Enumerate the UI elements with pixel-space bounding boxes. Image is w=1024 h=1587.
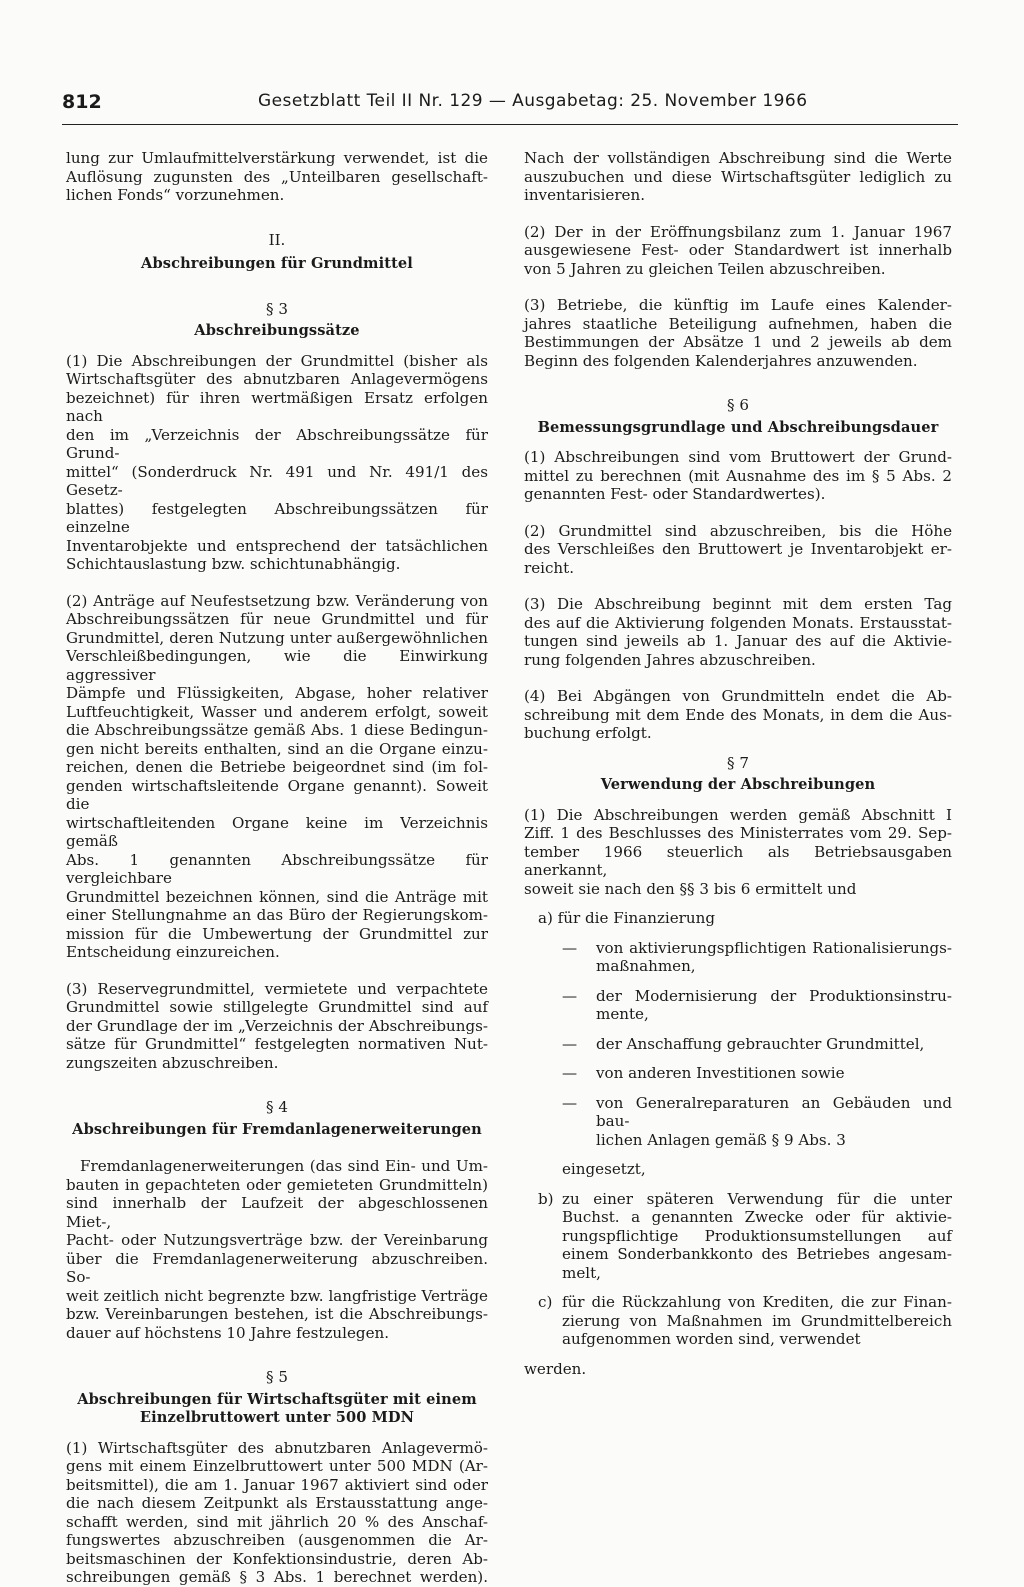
dash-item: — der Modernisierung der Produktionsinstru- mente, — [562, 986, 952, 1023]
section-5-number: § 5 — [266, 1368, 288, 1386]
section-6-title: Bemessungsgrundlage und Abschreibungsdauer — [537, 418, 939, 436]
section-6-paragraph-4: (4) Bei Abgängen von Grundmitteln endet die Ab- schreibung mit dem Ende des Monats, in dem die Aus- buchung erfolgt. — [524, 687, 952, 742]
dash-item: — der Anschaffung gebrauchter Grundmittel, — [562, 1034, 925, 1053]
page-header — [62, 88, 958, 125]
item-c: c) für die Rückzahlung von Krediten, die zur Finan- zierung von Maßnahmen im Grundmittelbereich aufgenommen worden sind, verwendet — [538, 1293, 952, 1348]
eingesetzt-text: eingesetzt, — [562, 1160, 646, 1178]
section-4-paragraph: Fremdanlagenerweiterungen (das sind Ein- und Um- bauten in gepachteten oder gemieteten Grundmitteln) sind innerhalb der Laufzeit der abgeschlossenen Miet-, Pacht- oder Nutzungsverträge bzw. der Vereinbarung über die Fremdanlagenerweiterung abzuschreiben. So- weit zeitlich nicht begrenzte bzw. langfristige Verträge bzw. Vereinbarungen bestehen, ist die Abschreibungs- dauer auf höchstens 10 Jahre festzulegen. — [66, 1157, 488, 1342]
section-6-paragraph-2: (2) Grundmittel sind abzuschreiben, bis die Höhe des Verschleißes den Bruttowert je Inventarobjekt er- reicht. — [524, 521, 952, 577]
section-6-number: § 6 — [727, 396, 749, 414]
dash-item: — von aktivierungspflichtigen Rationalisierungs- maßnahmen, — [562, 938, 952, 975]
section-6-paragraph-3: (3) Die Abschreibung beginnt mit dem ersten Tag des auf die Aktivierung folgenden Monats. Erstausstat- tungen sind jeweils ab 1. Januar des auf die Aktivie- rung folgenden Jahres abzuschreiben. — [524, 595, 952, 669]
section-7-paragraph-1: (1) Die Abschreibungen werden gemäß Abschnitt I Ziff. 1 des Beschlusses des Ministerrates vom 29. Sep- tember 1966 steuerlich als Betriebsausgaben anerkannt, soweit sie nach den §§ 3 bis 6 ermittelt und — [524, 805, 952, 898]
section-4-number: § 4 — [266, 1098, 288, 1116]
section-7-title: Verwendung der Abschreibungen — [600, 776, 876, 793]
werden-text: werden. — [524, 1359, 587, 1378]
intro-paragraph: lung zur Umlaufmittelverstärkung verwendet, ist die Auflösung zugunsten des „Unteilbaren gesellschaft- lichen Fonds“ vorzunehmen. — [66, 149, 488, 204]
part-title: Abschreibungen für Grundmittel — [141, 255, 413, 272]
section-5-continuation: Nach der vollständigen Abschreibung sind die Werte auszubuchen und diese Wirtschaftsgüter lediglich zu inventarisieren. — [524, 149, 952, 204]
dash-item: — von anderen Investitionen sowie — [562, 1064, 845, 1082]
gazette-title: Gesetzblatt Teil II Nr. 129 — Ausgabetag: 25. November 1966 — [258, 91, 808, 111]
page-number: 812 — [62, 91, 102, 113]
section-3-paragraph-3: (3) Reservegrundmittel, vermietete und verpachtete Grundmittel sowie stillgelegte Grundmittel sind auf der Grundlage der im „Verzeichnis der Abschreibungs- sätze für Grundmittel“ festgelegten normativen Nut- zungszeiten abzuschreiben. — [66, 979, 488, 1072]
section-5-paragraph-3: (3) Betriebe, die künftig im Laufe eines Kalender- jahres staatliche Beteiligung aufnehmen, haben die Bestimmungen der Absätze 1 und 2 jeweils ab dem Beginn des folgenden Kalenderjahres anzuwenden. — [524, 296, 952, 370]
section-5-paragraph-1: (1) Wirtschaftsgüter des abnutzbaren Anlagevermö- gens mit einem Einzelbruttowert unter 500 MDN (Ar- beitsmittel), die am 1. Januar 1967 aktiviert sind oder die nach diesem Zeitpunkt als Erstausstattung ange- schafft werden, sind mit jährlich 20 % des Anschaf- fungswertes abzuschreiben (ausgenommen die Ar- beitsmaschinen der Konfektionsindustrie, deren Ab- schreibungen gemäß § 3 Abs. 1 berechnet werden). — [66, 1438, 488, 1586]
section-5-title-line-2: Einzelbruttowert unter 500 MDN — [139, 1409, 415, 1426]
left-column — [66, 149, 488, 1587]
section-7-number: § 7 — [727, 753, 749, 772]
section-4-title: Abschreibungen für Fremdanlagenerweiterungen — [72, 1120, 482, 1138]
item-a: a) für die Finanzierung — [538, 909, 715, 927]
dash-item: — von Generalreparaturen an Gebäuden und bau- lichen Anlagen gemäß § 9 Abs. 3 — [562, 1093, 952, 1149]
section-6-paragraph-1: (1) Abschreibungen sind vom Bruttowert der Grund- mittel zu berechnen (mit Ausnahme des im § 5 Abs. 2 genannten Fest- oder Standardwertes). — [524, 448, 952, 503]
section-5-title-line-1: Abschreibungen für Wirtschaftsgüter mit einem — [77, 1390, 477, 1408]
part-number: II. — [268, 230, 286, 249]
section-3-number: § 3 — [266, 299, 288, 318]
section-3-title: Abschreibungssätze — [194, 322, 360, 339]
section-5-paragraph-2: (2) Der in der Eröffnungsbilanz zum 1. Januar 1967 ausgewiesene Fest- oder Standardwert ist innerhalb von 5 Jahren zu gleichen Teilen abzuschreiben. — [524, 222, 952, 278]
section-3-paragraph-2: (2) Anträge auf Neufestsetzung bzw. Veränderung von Abschreibungssätzen für neue Grundmittel und für Grundmittel, deren Nutzung unter außergewöhnlichen Verschleißbedingungen, wie die Einwirkung aggressiver Dämpfe und Flüssigkeiten, Abgase, hoher relativer Luftfeuchtigkeit, Wasser und anderem erfolgt, soweit die Abschreibungssätze gemäß Abs. 1 diese Bedingun- gen nicht bereits enthalten, sind an die Organe einzu- reichen, denen die Betriebe beigeordnet sind (im fol- genden wirtschaftsleitende Organe genannt). Soweit die wirtschaftleitenden Organe keine im Verzeichnis gemäß Abs. 1 genannten Abschreibungssätze für vergleichbare Grundmittel bezeichnen können, sind die Anträge mit einer Stellungnahme an das Büro der Regierungskom- mission für die Umbewertung der Grundmittel zur Entscheidung einzureichen. — [66, 591, 488, 961]
right-column — [524, 149, 952, 1378]
section-3-paragraph-1: (1) Die Abschreibungen der Grundmittel (bisher als Wirtschaftsgüter des abnutzbaren Anlagevermögens bezeichnet) für ihren wertmäßigen Ersatz erfolgen nach den im „Verzeichnis der Abschreibungssätze für Grund- mittel“ (Sonderdruck Nr. 491 und Nr. 491/1 des Gesetz- blattes) festgelegten Abschreibungssätzen für einzelne Inventarobjekte und entsprechend der tatsächlichen Schichtauslastung bzw. schichtunabhängig. — [66, 351, 488, 573]
item-b: b) zu einer späteren Verwendung für die unter Buchst. a genannten Zwecke oder für aktivie- rungspflichtige Produktionsumstellungen auf einem Sonderbankkonto des Betriebes angesam- melt, — [538, 1189, 952, 1282]
